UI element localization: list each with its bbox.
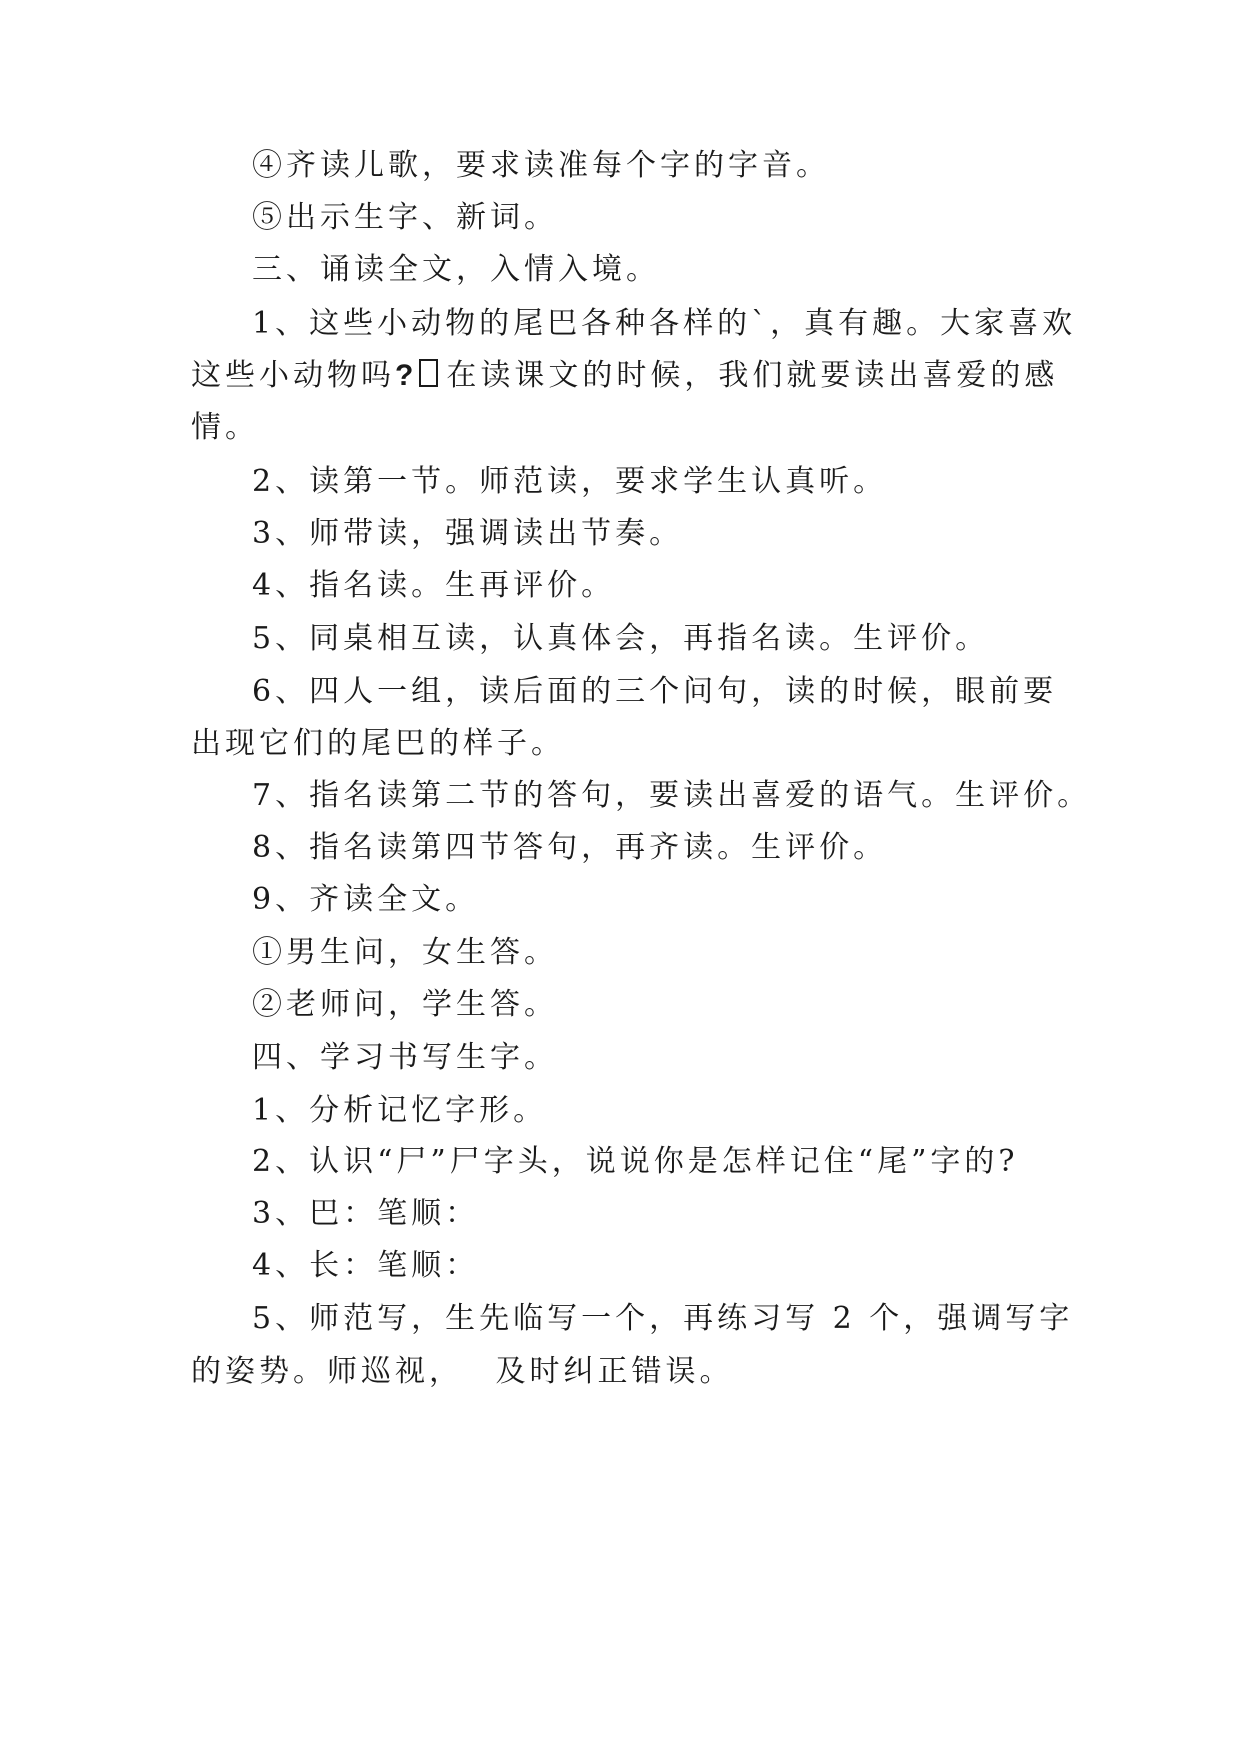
step-5-show-words: ⑤出示生字、新词。 [252,200,558,235]
step-4-recite-rhyme: ④齐读儿歌，要求读准每个字的字音。 [252,148,830,183]
item-6-line-1: 6、四人一组，读后面的三个问句，读的时候，眼前要 [252,674,1058,709]
writing-item-2: 2、认识“尸”尸字头，说说你是怎样记住“尾”字的? [252,1144,1019,1179]
item-2: 2、读第一节。师范读，要求学生认真听。 [252,464,888,499]
item-3: 3、师带读，强调读出节奏。 [252,516,684,551]
section-3-heading: 三、诵读全文，入情入境。 [252,252,660,287]
missing-glyph-box [419,359,438,387]
writing-item-5-line-1: 5、师范写，生先临写一个，再练习写 2 个，强调写字 [252,1301,1074,1336]
writing-item-1: 1、分析记忆字形。 [252,1093,548,1128]
item-5: 5、同桌相互读，认真体会，再指名读。生评价。 [252,621,990,656]
writing-item-4: 4、长：笔顺： [252,1248,480,1283]
item-1-line-1: 1、这些小动物的尾巴各种各样的`，真有趣。大家喜欢 [252,306,1077,341]
writing-item-5-line-2: 的姿势。师巡视， 及时纠正错误。 [191,1354,734,1389]
item-1-line-2-rest: 在读课文的时候，我们就要读出喜爱的感 [446,358,1059,393]
question-mark: ? [395,359,418,392]
section-4-heading: 四、学习书写生字。 [252,1040,558,1075]
writing-item-3: 3、巴：笔顺： [252,1196,480,1231]
item-1-line-2-text: 这些小动物吗 [191,358,395,393]
sub-item-2: ②老师问，学生答。 [252,987,558,1022]
item-8: 8、指名读第四节答句，再齐读。生评价。 [252,830,888,865]
sub-item-1: ①男生问，女生答。 [252,935,558,970]
item-1-line-2 [191,354,1058,398]
item-4: 4、指名读。生再评价。 [252,568,616,603]
item-6-line-2: 出现它们的尾巴的样子。 [191,726,565,761]
item-7: 7、指名读第二节的答句，要读出喜爱的语气。生评价。 [252,778,1092,813]
item-9: 9、齐读全文。 [252,882,480,917]
item-1-line-3: 情。 [191,410,259,445]
